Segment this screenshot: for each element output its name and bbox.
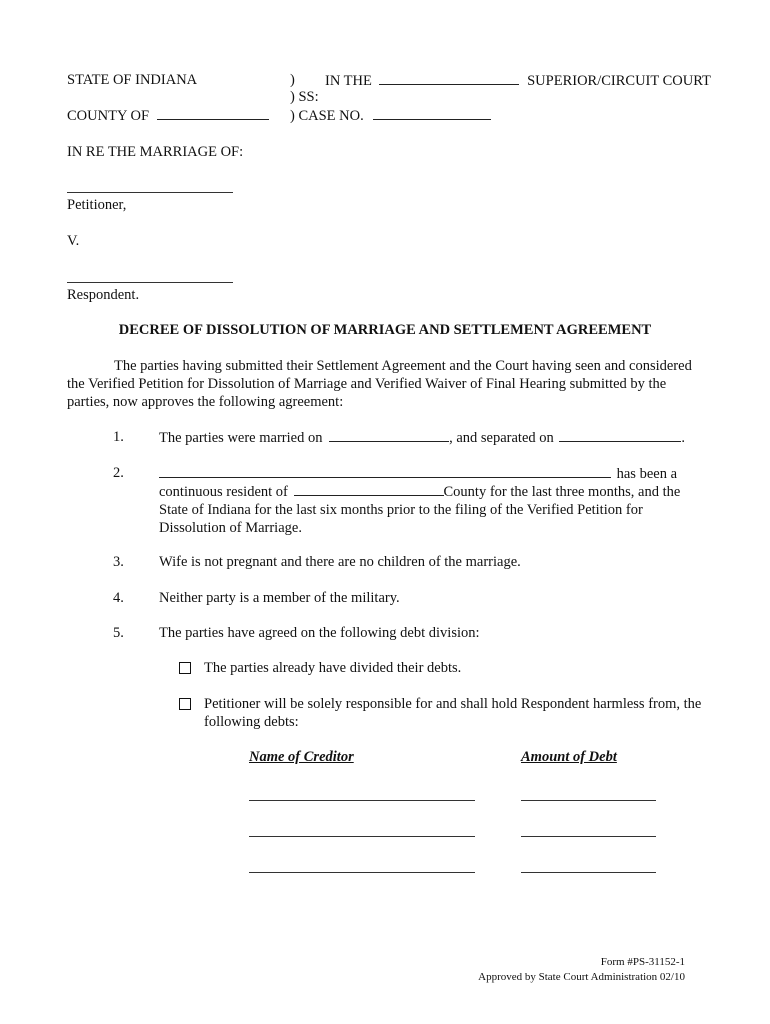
caption-paren: ) xyxy=(290,72,295,88)
amount-line-3[interactable] xyxy=(521,872,656,873)
county-blank[interactable] xyxy=(157,106,269,120)
state-label: STATE OF INDIANA xyxy=(67,72,198,88)
item-1-text xyxy=(159,428,685,447)
document-title: DECREE OF DISSOLUTION OF MARRIAGE AND SETTLEMENT AGREEMENT xyxy=(118,322,652,338)
case-no-text: ) CASE NO. xyxy=(290,108,364,124)
form-number: Form #PS-31152-1 xyxy=(600,956,685,968)
court-type-text: SUPERIOR/CIRCUIT COURT xyxy=(527,73,711,89)
in-re-label: IN RE THE MARRIAGE OF: xyxy=(67,144,244,160)
item-2-part-a: has been a xyxy=(616,466,678,482)
creditor-line-1[interactable] xyxy=(249,800,475,801)
case-no-label xyxy=(290,106,491,125)
item-4-text: Neither party is a member of the military. xyxy=(159,590,400,606)
creditor-line-2[interactable] xyxy=(249,836,475,837)
amount-line-2[interactable] xyxy=(521,836,656,837)
resident-county-blank[interactable] xyxy=(294,482,444,496)
county-of-text: COUNTY OF xyxy=(67,108,150,124)
item-1-part-a: The parties were married on xyxy=(159,430,323,446)
approval-note: Approved by State Court Administration 02/10 xyxy=(478,971,685,983)
item-3-text: Wife is not pregnant and there are no children of the marriage. xyxy=(159,554,521,570)
petitioner-name-blank[interactable] xyxy=(67,192,233,193)
in-the-text: IN THE xyxy=(325,73,372,89)
ss-label: ) SS: xyxy=(290,89,319,105)
petitioner-debts-label: Petitioner will be solely responsible for and shall hold Respondent harmless from, the following debts: xyxy=(204,696,702,730)
item-2-line1 xyxy=(159,464,677,483)
form-footer xyxy=(478,955,685,985)
respondent-label: Respondent. xyxy=(67,287,140,303)
petitioner-debts-checkbox[interactable] xyxy=(179,698,191,710)
intro-paragraph: The parties having submitted their Settlement Agreement and the Court having seen and considered the Verified Petition for Dissolution of Marriage and Verified Waiver of Final Hearing submitted by the parties, now approves the following agreement: xyxy=(67,358,692,410)
divided-debts-label: The parties already have divided their debts. xyxy=(204,660,462,676)
amount-column-header: Amount of Debt xyxy=(521,749,617,765)
item-5-text: The parties have agreed on the following debt division: xyxy=(159,625,480,641)
item-1-part-c: . xyxy=(681,430,686,446)
respondent-name-blank[interactable] xyxy=(67,282,233,283)
item-2-part-b: continuous resident of xyxy=(159,484,288,500)
resident-name-blank[interactable] xyxy=(159,464,611,478)
item-5-number: 5. xyxy=(113,625,124,641)
case-no-blank[interactable] xyxy=(373,106,491,120)
marriage-date-blank[interactable] xyxy=(329,428,449,442)
item-2-number: 2. xyxy=(113,465,124,481)
petitioner-label: Petitioner, xyxy=(67,197,127,213)
item-2-body xyxy=(159,482,707,537)
item-4-number: 4. xyxy=(113,590,124,606)
divided-debts-checkbox[interactable] xyxy=(179,662,191,674)
in-the-label xyxy=(325,71,711,90)
creditor-line-3[interactable] xyxy=(249,872,475,873)
creditor-column-header: Name of Creditor xyxy=(249,749,354,765)
separation-date-blank[interactable] xyxy=(559,428,681,442)
court-name-blank[interactable] xyxy=(379,71,519,85)
item-1-number: 1. xyxy=(113,429,124,445)
item-2-part-c: County for the last three months, and the State of Indiana for the last six months prior to the filing of the Verified Petition for Dissolution of Marriage. xyxy=(159,484,681,536)
item-3-number: 3. xyxy=(113,554,124,570)
versus-label: V. xyxy=(67,233,80,249)
amount-line-1[interactable] xyxy=(521,800,656,801)
item-1-part-b: , and separated on xyxy=(449,430,554,446)
county-label xyxy=(67,106,269,125)
